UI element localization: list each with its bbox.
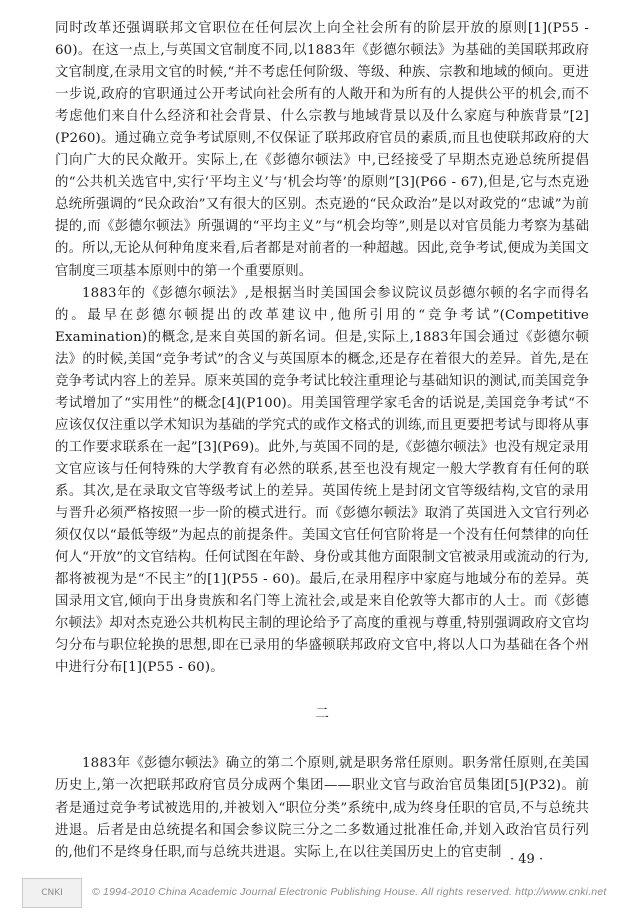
page-body bbox=[55, 18, 589, 864]
body-paragraph-3: 1883年《彭德尔顿法》确立的第二个原则,就是职务常任原则。职务常任原则,在美国历史上,第一次把联邦政府官员分成两个集团——职业文官与政治官员集团[5](P32)。前者是通过竞争考试被选用的,并被划入“职位分类”系统中,成为终身任职的官员,不与总统共进退。后者是由总统提名和国会参议院三分之二多数通过批准任命,并划入政治官员行列的,他们不是终身任职,而与总统共进退。实际上,在以往美国历史上的官吏制 bbox=[55, 756, 589, 860]
body-paragraph-1: 同时改革还强调联邦文官职位在任何层次上向全社会所有的阶层开放的原则[1](P55 - 60)。在这一点上,与英国文官制度不同,以1883年《彭德尔顿法》为基础的美国联邦政府文官制度,在录用文官的时候,“并不考虑任何阶级、等级、种族、宗教和地域的倾向。更进一步说,政府的官职通过公开考试向社会所有的人敞开和为所有的人提供公平的机会,而不考虑他们来自什么经济和社会背景、什么宗教与地域背景以及什么家庭与种族背景”[2](P260)。通过确立竞争考试原则,不仅保证了联邦政府官员的素质,而且也使联邦政府的大门向广大的民众敞开。实际上,在《彭德尔顿法》中,已经接受了早期杰克逊总统所提倡的“公共机关选官中,实行‘平均主义’与‘机会均等’的原则”[3](P66 - 67),但是,它与杰克逊总统所强调的“民众政治”又有很大的区别。杰克逊的“民众政治”是以对政党的“忠诚”为前提的,而《彭德尔顿法》所强调的“平均主义”与“机会均等”,则是以对官员能力考察为基础的。所以,无论从何种角度来看,后者都是对前者的一种超越。因此,竞争考试,便成为美国文官制度三项基本原则中的第一个重要原则。 bbox=[55, 21, 589, 279]
page-number: · 49 · bbox=[510, 852, 544, 867]
copyright-line: © 1994-2010 China Academic Journal Electronic Publishing House. All rights reserved. http://www.cnki.net bbox=[92, 886, 607, 898]
footer bbox=[0, 878, 638, 908]
body-paragraph-2: 1883年的《彭德尔顿法》,是根据当时美国国会参议院议员彭德尔顿的名字而得名的。最早在彭德尔顿提出的改革建议中,他所引用的“竞争考试”(Competitive Examination)的概念,是来自英国的新名词。但是,实际上,1883年国会通过《彭德尔顿法》的时候,美国“竞争考试”的含义与英国原本的概念,还是存在着很大的差异。首先,是在竞争考试内容上的差异。原来英国的竞争考试比较注重理论与基础知识的测试,而美国竞争考试增加了“实用性”的概念[4](P100)。用美国管理学家毛舍的话说是,美国竞争考试“不应该仅仅注重以学术知识为基础的学究式的或作文格式的训练,而且更要把考试与即将从事的工作要求联系在一起”[3](P69)。此外,与英国不同的是,《彭德尔顿法》也没有规定录用文官应该与任何特殊的大学教育有必然的联系,甚至也没有规定一般大学教育有任何的联系。其次,是在录取文官等级考试上的差异。英国传统上是封闭文官等级结构,文官的录用与晋升必须严格按照一步一阶的模式进行。而《彭德尔顿法》取消了英国进入文官行列必须仅仅以“最低等级”为起点的前提条件。美国文官任何官阶将是一个没有任何禁律的向任何人“开放”的文官结构。任何试图在年龄、身份或其他方面限制文官被录用或流动的行为,都将被视为是“不民主”的[1](P55 - 60)。最后,在录用程序中家庭与地域分布的差异。英国录用文官,倾向于出身贵族和名门等上流社会,或是来自伦敦等大都市的人士。而《彭德尔顿法》却对杰克逊公共机构民主制的理论给予了高度的重视与尊重,特别强调政府文官均匀分布与职位轮换的思想,即在已录用的华盛顿联邦政府文官中,将以人口为基础在各个州中进行分布[1](P55 - 60)。 bbox=[55, 285, 589, 676]
publisher-logo-icon: CNKI bbox=[22, 878, 82, 908]
section-heading: 二 bbox=[315, 706, 329, 723]
